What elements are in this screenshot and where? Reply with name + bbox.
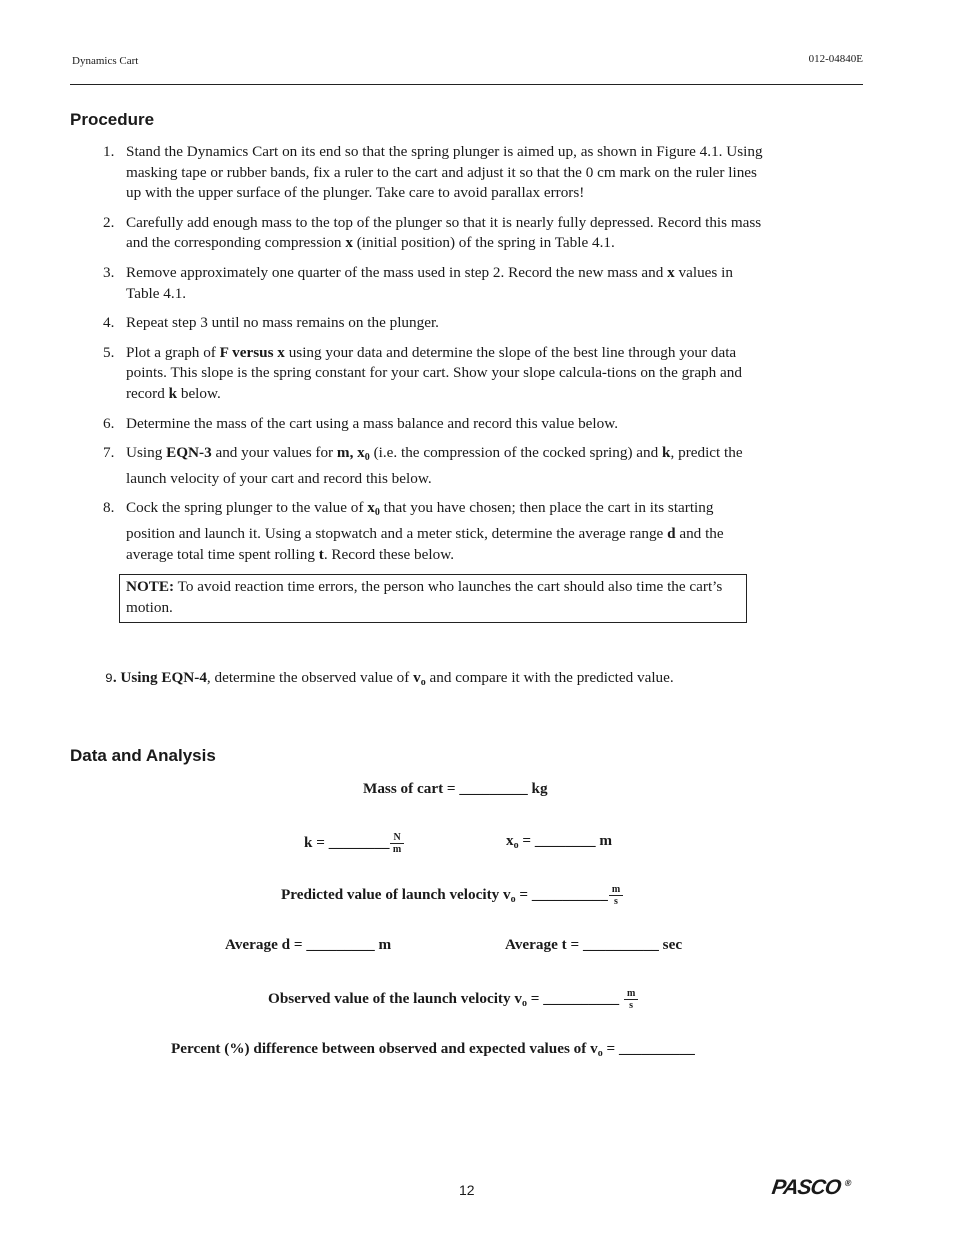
text-segment: Cock the spring plunger to the value of xyxy=(126,499,368,517)
procedure-step-9 xyxy=(105,668,674,694)
step-number: 1. xyxy=(103,143,115,160)
text-segment: (i.e. the compression of the cocked spring) and xyxy=(369,444,663,462)
procedure-step xyxy=(103,313,766,334)
text-segment: . Using xyxy=(112,669,162,686)
text-segment: k xyxy=(662,444,671,462)
unit-n-per-m: $\frac{N}{m}$ xyxy=(390,832,403,855)
text-segment: below. xyxy=(177,384,221,402)
text-segment: , predict the launch velocity of your cart and record this below. xyxy=(126,444,743,487)
unit-m-per-s: $\frac{m}{s}$ xyxy=(624,988,638,1011)
mass-of-cart-line: Mass of cart = _________ kg xyxy=(363,780,548,797)
note-label: NOTE: xyxy=(126,578,175,596)
predicted-velocity-line: Predicted value of launch velocity $v_o$ = __________ $\frac{m}{s}$ xyxy=(281,884,623,907)
text-segment: x xyxy=(367,499,375,517)
step-text xyxy=(113,669,674,686)
text-segment: Using xyxy=(126,444,167,462)
step-text xyxy=(126,444,743,487)
step-text xyxy=(126,214,761,252)
step-number: 8. xyxy=(103,499,115,517)
text-segment: x xyxy=(667,263,675,281)
text-segment: that you have chosen; then place the cart in its starting position and launch it. Using a stopwatch and a meter stick, determine the average range xyxy=(126,499,714,542)
text-segment: Remove approximately one quarter of the mass used in step 2. Record the new mass and xyxy=(126,263,668,281)
pasco-logo: PASCO ® xyxy=(770,1176,853,1199)
text-segment: , determine the observed value of xyxy=(206,669,414,686)
k-label: k = ________ xyxy=(304,833,390,851)
step-number: 5. xyxy=(103,343,115,361)
step-number: 9 xyxy=(105,671,113,686)
text-segment: . Record these below. xyxy=(323,545,454,563)
step-number: 4. xyxy=(103,314,115,332)
procedure-step xyxy=(103,498,766,565)
procedure-steps xyxy=(103,142,766,632)
procedure-step xyxy=(103,343,766,405)
text-segment: and your values for xyxy=(211,444,337,462)
text-segment: Plot a graph of xyxy=(126,343,220,361)
text-segment: v xyxy=(413,669,421,686)
step-number: 2. xyxy=(103,213,115,231)
text-segment: and the average total time spent rolling xyxy=(126,524,724,563)
observed-velocity-line: Observed value of the launch velocity $v_o$ = __________ $\frac{m}{s}$ xyxy=(268,988,638,1011)
x0-line: $x_o$ = ________ m xyxy=(506,832,613,851)
note-text: To avoid reaction time errors, the person who launches the cart should also time the cart’s motion. xyxy=(126,578,723,616)
average-d-line: Average d = _________ m xyxy=(225,936,392,953)
text-segment: m, x xyxy=(336,444,365,462)
subscript: 0 xyxy=(364,452,370,464)
step-number: 7. xyxy=(103,444,115,462)
procedure-step xyxy=(103,213,766,254)
text-segment: EQN-3 xyxy=(166,444,212,462)
unit-m-per-s: $\frac{m}{s}$ xyxy=(609,884,623,907)
note-box xyxy=(119,574,747,623)
step-text xyxy=(126,499,724,562)
running-header-title: Dynamics Cart xyxy=(72,55,139,67)
subscript: o xyxy=(420,677,426,688)
text-segment: Carefully add enough mass to the top of the plunger so that it is nearly fully depressed. Record this mass and the corresponding compression xyxy=(126,213,762,252)
text-segment: t xyxy=(318,545,324,563)
procedure-step xyxy=(103,414,766,435)
procedure-step xyxy=(103,263,766,304)
document-number: 012-04840E xyxy=(808,53,863,65)
text-segment: F versus x xyxy=(219,343,285,361)
step-text xyxy=(126,264,733,302)
step-text xyxy=(126,143,763,201)
step-text xyxy=(126,314,439,331)
header-rule xyxy=(70,84,863,85)
text-segment: (initial position) of the spring in Table 4.1. xyxy=(352,234,615,252)
average-t-line: Average t = __________ sec xyxy=(505,936,683,953)
text-segment: k xyxy=(168,384,178,402)
procedure-heading: Procedure xyxy=(70,110,155,129)
percent-difference-line: Percent (%) difference between observed and expected values of $v_o$ = __________ xyxy=(171,1040,695,1059)
page-number: 12 xyxy=(459,1182,475,1198)
data-analysis-heading: Data and Analysis xyxy=(70,746,216,765)
step-text xyxy=(126,344,742,402)
subscript: 0 xyxy=(374,507,380,519)
step-text xyxy=(126,415,618,432)
procedure-step xyxy=(103,142,766,204)
text-segment: Repeat step 3 until no mass remains on the plunger. xyxy=(126,314,439,332)
text-segment: Stand the Dynamics Cart on its end so that the spring plunger is aimed up, as shown in Figure 4.1. Using masking tape or rubber bands, fix a ruler to the cart and adjust it so that the 0 cm mark on the ruler lines up with the upper surface of the plunger. Take care to avoid parallax errors! xyxy=(126,143,763,202)
text-segment: EQN-4 xyxy=(161,669,207,686)
text-segment: using your data and determine the slope of the best line through your data points. This slope is the spring constant for your cart. Show your slope calcula-tions on the graph and record xyxy=(126,343,742,402)
step-number: 3. xyxy=(103,263,115,281)
text-segment: d xyxy=(667,524,676,542)
spring-constant-line xyxy=(304,832,404,855)
text-segment: and compare it with the predicted value. xyxy=(425,669,674,686)
text-segment: Determine the mass of the cart using a mass balance and record this value below. xyxy=(126,414,619,432)
text-segment: values in Table 4.1. xyxy=(126,263,733,302)
text-segment: x xyxy=(345,234,353,252)
procedure-step xyxy=(103,443,766,489)
step-number: 6. xyxy=(103,414,115,432)
